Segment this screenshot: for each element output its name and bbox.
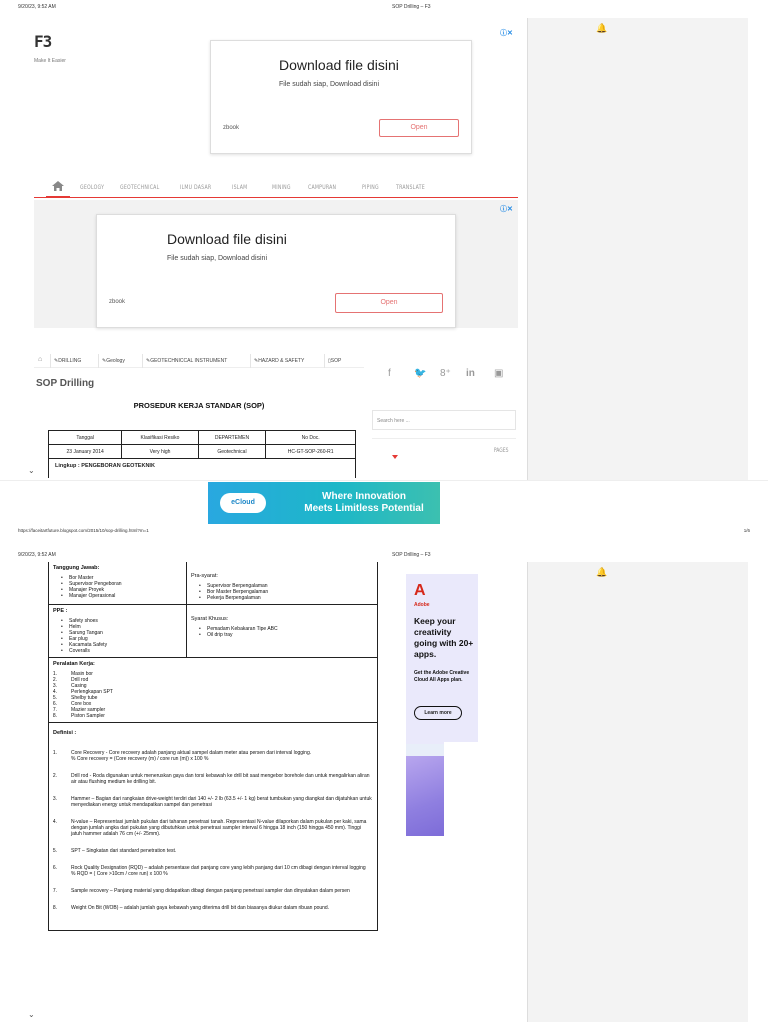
adobe-body: Get the Adobe Creative Cloud All Apps plan. xyxy=(414,670,470,683)
list-item: 2. Drill rod xyxy=(52,677,89,683)
table-header-row xyxy=(49,431,356,445)
ecloud-logo: eCloud xyxy=(220,493,266,513)
table-header-cell: No Doc. xyxy=(266,431,356,445)
bell-icon-2[interactable]: 🔔 xyxy=(596,567,608,577)
list-item: 4. N-value – Representasi jumlah pukulan dari tahanan penetrasi tanah. Representasi N-value dilaporkan dalam pukulan per kaki, sama dengan jumlah angka dari pukulan yang dibutuhkan untuk penetrasi sampler interval 6 hingga 18 inch (150 hingga 450 mm). Tinggi jatuh hammer adalah 76 cm (+/- 25mm). xyxy=(52,819,367,837)
pages-widget[interactable] xyxy=(372,438,516,466)
list-item: 4. Perlengkapan SPT xyxy=(52,689,113,695)
crumb-sop[interactable]: ▯SOP xyxy=(328,358,342,364)
bell-icon[interactable]: 🔔 xyxy=(596,23,608,33)
ad-open-button[interactable]: Open xyxy=(379,119,459,137)
list-item: • Helm xyxy=(61,624,182,630)
table-row xyxy=(49,445,356,459)
youtube-icon[interactable]: ▣ xyxy=(494,368,504,379)
nav-item-geotechnical[interactable]: GEOTECHNICAL xyxy=(120,183,160,191)
syarat-khusus-list xyxy=(191,626,373,638)
list-item: • Supervisor Pengeboran xyxy=(61,581,182,587)
chevron-down-icon[interactable]: ⌄ xyxy=(28,466,35,475)
download-ad-2[interactable] xyxy=(96,214,456,328)
responsibility-row xyxy=(49,562,377,604)
right-margin xyxy=(528,18,748,480)
header-title: SOP Drilling – F3 xyxy=(392,4,431,10)
list-item: • Supervisor Berpengalaman xyxy=(199,583,373,589)
list-item: 5. SPT – Singkatan dari standard penetration test. xyxy=(52,848,177,854)
sop-document xyxy=(48,562,378,931)
nav-active-indicator xyxy=(46,196,70,198)
list-item: 6. Rock Quality Designation (RQD) – adalah persentase dari panjang core yang lebih panjang dari 10 cm dibagi dengan interval logging % RQD = ( Core >10cm / core run) x 100 % xyxy=(52,865,366,877)
site-logo[interactable]: F3 xyxy=(34,32,52,51)
list-item: • Oil drip tray xyxy=(199,632,373,638)
document-title: PROSEDUR KERJA STANDAR (SOP) xyxy=(133,401,265,410)
crumb-geotech-instrument[interactable]: ✎GEOTECHNICCAL INSTRUMENT xyxy=(146,358,228,364)
chevron-down-icon-2[interactable]: ⌄ xyxy=(28,1010,35,1019)
list-item: • Kacamata Safety xyxy=(61,642,182,648)
adobe-brand: Adobe xyxy=(414,602,430,608)
list-item: • Manajer Operasional xyxy=(61,593,182,599)
pages-label: PAGES xyxy=(493,447,508,454)
prasyarat-heading: Pra-syarat: xyxy=(191,573,218,579)
adobe-logo-icon: A xyxy=(414,582,426,599)
post-title: SOP Drilling xyxy=(36,378,95,389)
category-breadcrumb xyxy=(34,354,364,368)
search-input[interactable]: Search here ... xyxy=(372,410,516,430)
definisi-list xyxy=(52,744,373,922)
ad-subtitle: File sudah siap, Download disini xyxy=(279,81,379,88)
crumb-geology[interactable]: ✎Geology xyxy=(102,358,125,364)
table-cell: 23 January 2014 xyxy=(49,445,122,459)
page-header-2 xyxy=(0,548,768,560)
ad-title: Download file disini xyxy=(279,57,399,73)
table-cell: HC-GT-SOP-260-R1 xyxy=(266,445,356,459)
table-cell: Geotechnical xyxy=(198,445,266,459)
crumb-hazard-safety[interactable]: ✎HAZARD & SAFETY xyxy=(254,358,305,364)
ad-choices-icon-2[interactable]: ⓘ✕ xyxy=(500,206,513,213)
list-item: • Pekerja Berpengalaman xyxy=(199,595,373,601)
footer-url: https://faceitartfuture.blogspot.com/2015/10/sop-drilling.html?m=1 xyxy=(18,528,149,533)
crumb-drilling[interactable]: ✎DRILLING xyxy=(54,358,82,364)
ad-container-2 xyxy=(34,200,518,328)
table-cell: Very high xyxy=(122,445,198,459)
ecloud-ad[interactable] xyxy=(208,482,440,524)
website-screenshot-2 xyxy=(22,562,528,1022)
peralatan-list xyxy=(52,671,373,719)
peralatan-section xyxy=(49,657,377,722)
twitter-icon[interactable]: 🐦 xyxy=(414,368,427,379)
ad-source: zbook xyxy=(223,125,240,131)
ppe-heading: PPE : xyxy=(53,608,68,614)
header-timestamp: 9/20/23, 9:52 AM xyxy=(18,552,56,558)
table-header-cell: Klasifikasi Resiko xyxy=(122,431,198,445)
site-tagline: Make It Easier xyxy=(34,58,66,64)
tanggung-jawab-list xyxy=(53,575,182,599)
table-header-cell: DEPARTEMEN xyxy=(198,431,266,445)
download-ad-1[interactable] xyxy=(210,40,472,154)
ad-subtitle-2: File sudah siap, Download disini xyxy=(167,255,267,262)
ecloud-ad-text: Where Innovation Meets Limitless Potential xyxy=(304,491,424,514)
right-margin-2 xyxy=(528,562,748,1022)
caret-down-icon xyxy=(392,455,398,459)
header-title: SOP Drilling – F3 xyxy=(392,552,431,558)
ppe-row xyxy=(49,604,377,657)
page-header xyxy=(0,0,768,12)
ad-open-button-2[interactable]: Open xyxy=(335,293,443,313)
list-item: 3. Hammer – Bagian dari rangkaian drive-weight terdiri dari 140 +/- 2 lb (63.5 +/- 1 kg) berat tumbukan yang diangkat dan dijatuhkan untuk menyediakan energy untuk mendapatkan sampel dan penetrasi xyxy=(52,796,372,808)
header-timestamp: 9/20/23, 9:52 AM xyxy=(18,4,56,10)
nav-item-geology[interactable]: GEOLOGY xyxy=(80,183,105,191)
list-item: 3. Casing xyxy=(52,683,87,689)
ad-choices-icon[interactable]: ⓘ✕ xyxy=(500,30,513,37)
list-item: 8. Weight On Bit (WOB) – adalah jumlah gaya kebawah yang diterima drill bit dan biasanya diukur dalam ribuan pound. xyxy=(52,905,330,911)
scope-row: Lingkup : PENGEBORAN GEOTEKNIK xyxy=(48,458,356,478)
definisi-section xyxy=(49,722,377,930)
list-item: • Safety shoes xyxy=(61,618,182,624)
list-item: • Ear plug xyxy=(61,636,182,642)
home-icon[interactable] xyxy=(52,181,64,191)
bottom-banner-ad[interactable] xyxy=(0,480,768,524)
ppe-list xyxy=(53,618,182,654)
list-item: • Coveralls xyxy=(61,648,182,654)
list-item: • Manajer Proyek xyxy=(61,587,182,593)
list-item: • Bor Master xyxy=(61,575,182,581)
adobe-ad-image xyxy=(406,756,444,836)
list-item: • Bor Master Berpengalaman xyxy=(199,589,373,595)
crumb-home-icon[interactable]: ⌂ xyxy=(38,356,43,363)
ad-source-2: zbook xyxy=(109,299,126,305)
facebook-icon[interactable]: f xyxy=(388,368,391,379)
list-item: 2. Drill rod - Roda digunakan untuk meneruskan gaya dan torsi kebawah ke drill bit saat mengebor borehole dan untuk mengalirkan aliran air atau flushing medium ke drilling bit. xyxy=(52,773,370,785)
footer-page-number: 1/6 xyxy=(743,528,750,533)
list-item: 7. Sample recovery – Panjang material yang didapatkan dibagi dengan panjang penetrasi sampler dan dinyatakan dalam persen xyxy=(52,888,350,894)
adobe-headline: Keep your creativity going with 20+ apps. xyxy=(414,616,474,659)
page-footer xyxy=(0,526,768,536)
website-screenshot xyxy=(22,18,528,480)
list-item: 5. Shelby tube xyxy=(52,695,98,701)
linkedin-icon[interactable]: in xyxy=(466,368,475,379)
list-item: 8. Piston Sampler xyxy=(52,713,105,719)
nav-item-campuran[interactable]: CAMPURAN xyxy=(308,183,337,191)
definisi-heading: Definisi : xyxy=(53,730,77,736)
tanggung-jawab-heading: Tanggung Jawab: xyxy=(53,565,100,571)
list-item: 6. Core box xyxy=(52,701,92,707)
list-item: • Pemadam Kebakaran Tipe ABC xyxy=(199,626,373,632)
list-item: • Sarung Tangan xyxy=(61,630,182,636)
nav-item-islam[interactable]: ISLAM xyxy=(232,183,248,191)
nav-item-mining[interactable]: MINING xyxy=(272,183,291,191)
pdf-page-2 xyxy=(0,548,768,1024)
prasyarat-list xyxy=(191,583,373,601)
main-nav xyxy=(34,176,518,198)
list-item: 7. Mazier sampler xyxy=(52,707,106,713)
nav-item-translate[interactable]: TRANSLATE xyxy=(396,183,425,191)
document-info-table xyxy=(48,430,356,459)
nav-item-piping[interactable]: PIPING xyxy=(362,183,379,191)
syarat-khusus-heading: Syarat Khusus: xyxy=(191,616,229,622)
peralatan-heading: Peralatan Kerja: xyxy=(53,661,95,667)
nav-item-ilmu-dasar[interactable]: ILMU DASAR xyxy=(180,183,212,191)
google-plus-icon[interactable]: 8⁺ xyxy=(440,368,451,379)
adobe-ad[interactable] xyxy=(406,574,478,836)
list-item: 1. Masin bor xyxy=(52,671,93,677)
learn-more-button[interactable]: Learn more xyxy=(414,706,462,720)
table-header-cell: Tanggal xyxy=(49,431,122,445)
ad-title-2: Download file disini xyxy=(167,231,287,247)
list-item: 1. Core Recovery - Core recovery adalah panjang aktual sampel dalam meter atau persen dari interval logging. % Core recovery = (Core recovery (m) / core run (m)) x 100 % xyxy=(52,750,312,762)
